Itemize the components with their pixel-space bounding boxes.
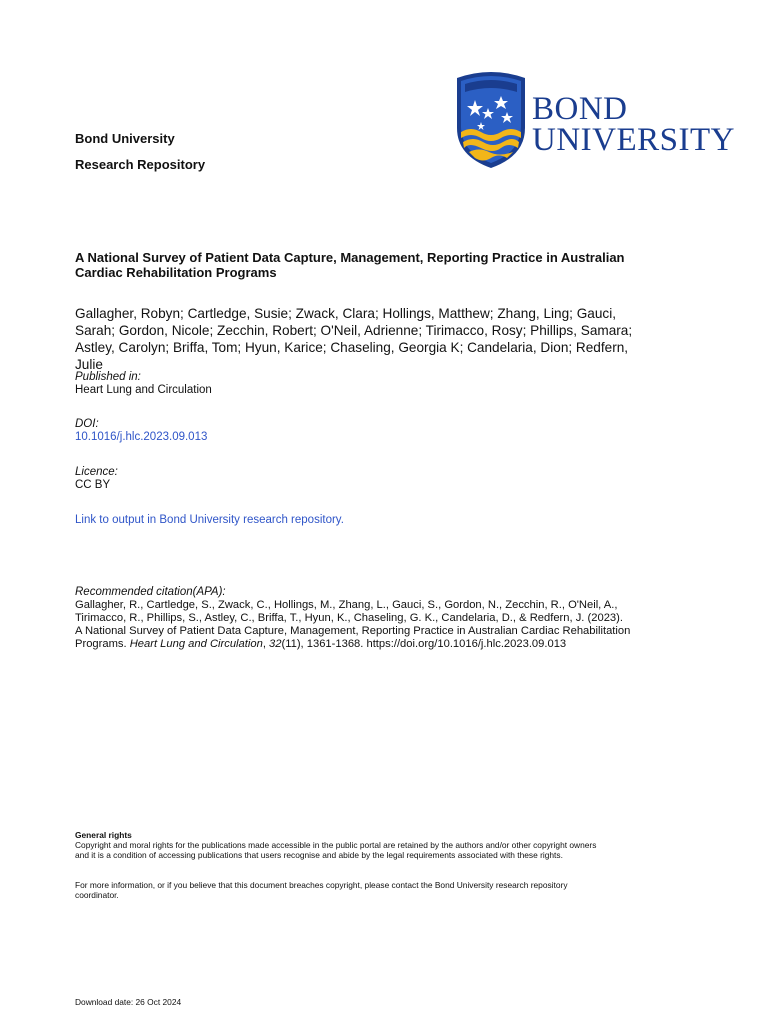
rights-line: and it is a condition of accessing publications that users recognise and abide by the legal requirements associated with these rights. bbox=[75, 850, 563, 860]
paper-title bbox=[75, 250, 715, 280]
citation-volume: 32 bbox=[269, 638, 282, 650]
logo-word-university: UNIVERSITY bbox=[532, 122, 735, 158]
repository-link[interactable]: Link to output in Bond University research repository. bbox=[75, 514, 344, 526]
citation-programs: Programs. bbox=[75, 638, 127, 650]
doi-link[interactable]: 10.1016/j.hlc.2023.09.013 bbox=[75, 431, 208, 443]
published-in-section bbox=[75, 371, 212, 397]
citation-label: Recommended citation(APA): bbox=[75, 586, 226, 598]
general-rights-heading: General rights bbox=[75, 830, 132, 840]
authors-line: Sarah; Gordon, Nicole; Zecchin, Robert; O'Neil, Adrienne; Tirimacco, Rosy; Phillips, Samara; bbox=[75, 323, 633, 338]
org-name: Bond University bbox=[75, 131, 175, 146]
doi-section bbox=[75, 418, 207, 444]
rights-line: Copyright and moral rights for the publications made accessible in the public portal are retained by the authors and/or other copyright owners bbox=[75, 840, 597, 850]
title-line: Cardiac Rehabilitation Programs bbox=[75, 265, 277, 280]
bond-university-logo bbox=[455, 68, 735, 170]
citation-line: A National Survey of Patient Data Capture, Management, Reporting Practice in Australian Cardiac Rehabilitation bbox=[75, 625, 631, 637]
doi-label: DOI: bbox=[75, 418, 99, 430]
citation-comma: , bbox=[262, 638, 266, 650]
citation-line: Tirimacco, R., Phillips, S., Astley, C., Briffa, T., Hyun, K., Chaseling, G. K., Candelaria, D., & Redfern, J. (2023). bbox=[75, 612, 623, 624]
citation-line bbox=[75, 638, 735, 651]
author-list bbox=[75, 305, 725, 373]
licence-section bbox=[75, 466, 118, 492]
citation-line: Gallagher, R., Cartledge, S., Zwack, C., Hollings, M., Zhang, L., Gauci, S., Gordon, N., Zecchin, R., O'Neil, A., bbox=[75, 599, 618, 611]
authors-line: Gallagher, Robyn; Cartledge, Susie; Zwack, Clara; Hollings, Matthew; Zhang, Ling; Gauci, bbox=[75, 306, 616, 321]
info-line: For more information, or if you believe that this document breaches copyright, please contact the Bond University research repository bbox=[75, 880, 568, 890]
published-in-value: Heart Lung and Circulation bbox=[75, 384, 212, 396]
download-date: Download date: 26 Oct 2024 bbox=[75, 997, 182, 1007]
authors-line: Julie bbox=[75, 357, 103, 372]
repository-header bbox=[75, 126, 205, 178]
info-line: coordinator. bbox=[75, 890, 119, 900]
logo-word-bond: BOND bbox=[532, 91, 628, 127]
bond-university-crest-icon bbox=[455, 68, 527, 170]
licence-label: Licence: bbox=[75, 466, 118, 478]
repository-name: Research Repository bbox=[75, 157, 206, 172]
recommended-citation bbox=[75, 586, 735, 651]
authors-line: Astley, Carolyn; Briffa, Tom; Hyun, Karice; Chaseling, Georgia K; Candelaria, Dion; Redfern, bbox=[75, 340, 629, 355]
more-info-section bbox=[75, 880, 735, 900]
licence-value: CC BY bbox=[75, 479, 111, 491]
general-rights-section bbox=[75, 830, 735, 860]
title-line: A National Survey of Patient Data Capture, Management, Reporting Practice in Australian bbox=[75, 250, 625, 265]
citation-issue-pages: (11), 1361-1368. https://doi.org/10.1016/j.hlc.2023.09.013 bbox=[281, 638, 567, 650]
citation-journal: Heart Lung and Circulation bbox=[129, 638, 263, 650]
published-in-label: Published in: bbox=[75, 371, 141, 383]
